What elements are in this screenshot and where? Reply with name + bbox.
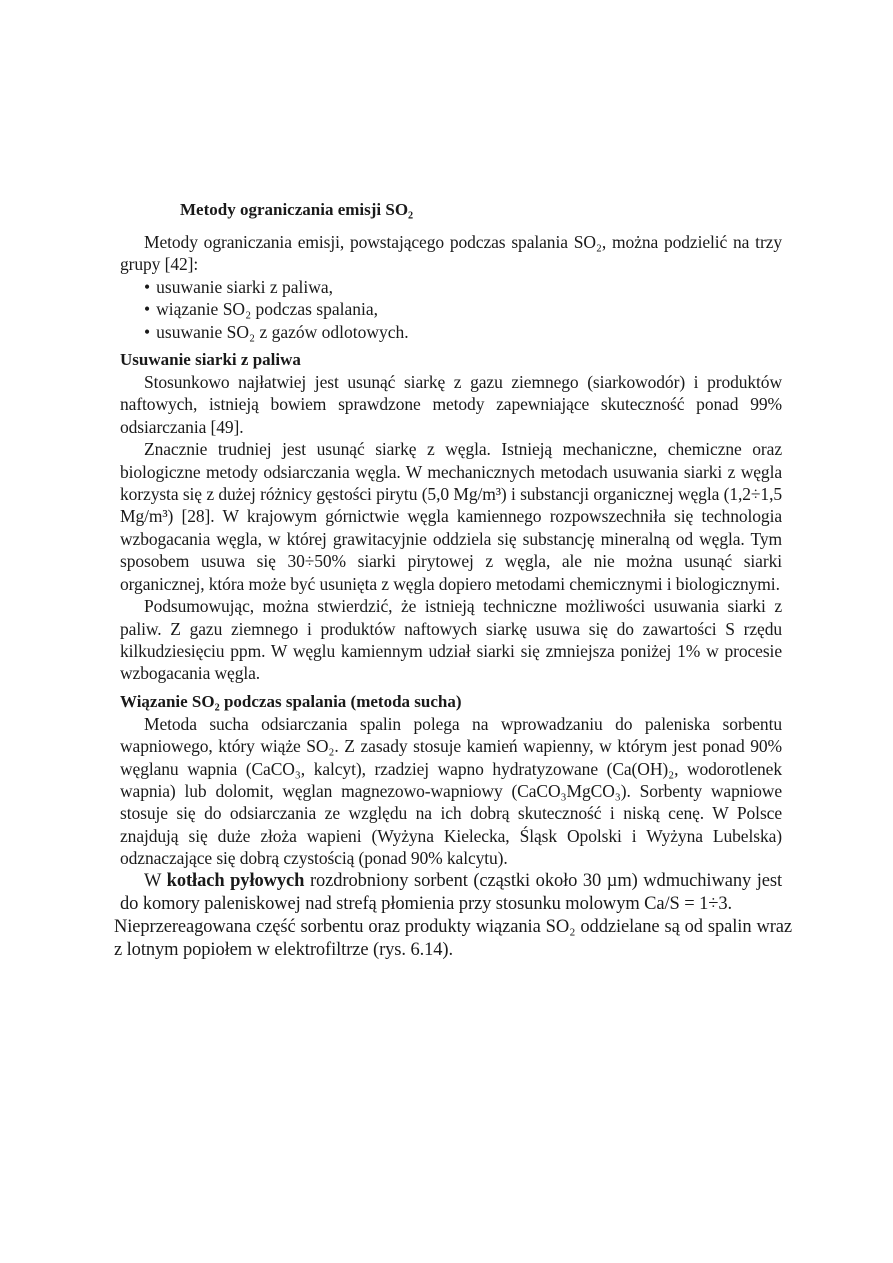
paragraph: Znacznie trudniej jest usunąć siarkę z węgla. Istnieją mechaniczne, chemiczne oraz biologiczne metody odsiarczania węgla. W mechanicznych metodach usuwania siarki z węgla korzysta się z dużej różnicy gęstości pirytu (5,0 Mg/m³) i substancji organicznej węgla (1,2÷1,5 Mg/m³) [28]. W krajowym górnictwie węgla kamiennego rozpowszechniła się technologia wzbogacania węgla, w której grawitacyjnie oddziela się substancję mineralną od węgla. Tym sposobem usuwa się 30÷50% siarki pirytowej z węgla, ale nie można usunąć siarki organicznej, która może być usunięta z węgla dopiero metodami chemicznymi i biologicznymi. <box>120 439 782 594</box>
emphasis-term: kotłach pyłowych <box>166 870 305 891</box>
page-title: Metody ograniczania emisji SO₂ <box>180 200 414 219</box>
paragraph <box>120 870 782 916</box>
section-heading-dry-method: Wiązanie SO₂ podczas spalania (metoda sucha) <box>120 691 462 711</box>
list-item: • usuwanie siarki z paliwa, <box>144 276 782 298</box>
list-item: • usuwanie SO₂ z gazów odlotowych. <box>144 321 782 343</box>
intro-paragraph: Metody ograniczania emisji, powstającego podczas spalania SO₂, można podzielić na trzy grupy [42]: <box>120 232 782 275</box>
method-groups-list <box>144 276 782 343</box>
paragraph: Stosunkowo najłatwiej jest usunąć siarkę z gazu ziemnego (siarkowodór) i produktów naftowych, istnieją bowiem sprawdzone metody zapewniające skuteczność ponad 99% odsiarczania [49]. <box>120 372 782 437</box>
paragraph-text: rozdrobniony sorbent (cząstki około 30 µm) wdmuchiwany jest do komory paleniskowej nad strefą płomienia przy stosunku molowym Ca/S = 1÷3. <box>120 870 783 914</box>
page-content <box>114 198 792 962</box>
paragraph: Metoda sucha odsiarczania spalin polega na wprowadzaniu do paleniska sorbentu wapniowego, który wiąże SO₂. Z zasady stosuje kamień wapienny, w którym jest ponad 90% węglanu wapnia (CaCO₃, kalcyt), rzadziej wapno hydratyzowane (Ca(OH)₂, wodorotlenek wapnia) lub dolomit, węglan magnezowo-wapniowy (CaCO₃MgCO₃). Sorbenty wapniowe stosuje się do odsiarczania ze względu na ich dobrą skuteczność i niską cenę. W Polsce znajdują się duże złoża wapieni (Wyżyna Kielecka, Śląsk Opolski i Wyżyna Lubelska) odznaczające się dobrą czystością (ponad 90% kalcytu). <box>120 713 782 869</box>
section-heading-fuel-desulfurization: Usuwanie siarki z paliwa <box>120 350 301 370</box>
list-item: • wiązanie SO₂ podczas spalania, <box>144 298 782 320</box>
paragraph: Nieprzereagowana część sorbentu oraz produkty wiązania SO₂ oddzielane są od spalin wraz z lotnym popiołem w elektrofiltrze (rys. 6.14). <box>114 916 792 960</box>
paragraph: Podsumowując, można stwierdzić, że istnieją techniczne możliwości usuwania siarki z paliw. Z gazu ziemnego i produktów naftowych siarkę usuwa się do zawartości S rzędu kilkudziesięciu ppm. W węglu kamiennym udział siarki się zmniejsza poniżej 1% w procesie wzbogacania węgla. <box>120 596 782 684</box>
paragraph-text: W <box>144 870 167 891</box>
